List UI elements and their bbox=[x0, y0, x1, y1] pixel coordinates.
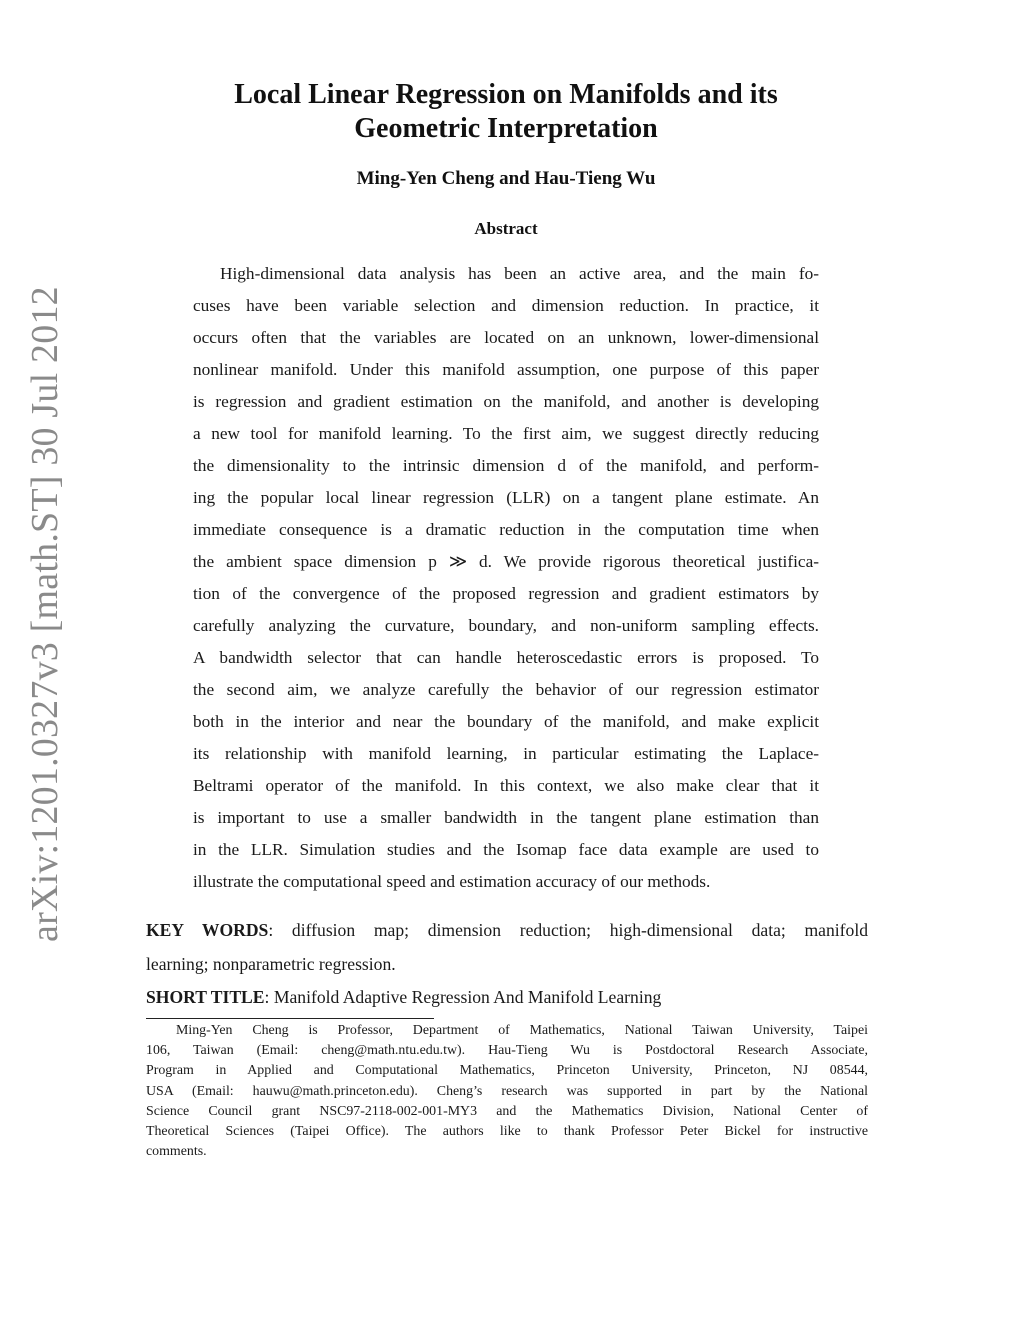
abstract-line: tion of the convergence of the proposed regression and gradient estimators by bbox=[193, 584, 819, 603]
footnote-rule bbox=[146, 1018, 434, 1019]
abstract-body bbox=[193, 258, 819, 898]
abstract-line: in the LLR. Simulation studies and the Isomap face data example are used to bbox=[193, 840, 819, 859]
abstract-line: ing the popular local linear regression (LLR) on a tangent plane estimate. An bbox=[193, 488, 819, 507]
abstract-heading: Abstract bbox=[474, 219, 538, 238]
keywords-text-2: learning; nonparametric regression. bbox=[146, 954, 396, 974]
short-title-text: : Manifold Adaptive Regression And Manifold Learning bbox=[264, 987, 662, 1007]
paper-title bbox=[150, 78, 862, 146]
keywords-line-1 bbox=[146, 913, 868, 947]
short-title-label: SHORT TITLE bbox=[146, 987, 265, 1007]
abstract-line: Beltrami operator of the manifold. In this context, we also make clear that it bbox=[193, 776, 819, 795]
abstract-line: carefully analyzing the curvature, boundary, and non-uniform sampling effects. bbox=[193, 616, 819, 635]
footnote bbox=[146, 1021, 868, 1162]
abstract-line: is regression and gradient estimation on the manifold, and another is developing bbox=[193, 392, 819, 411]
keywords-label: KEY WORDS bbox=[146, 920, 269, 940]
abstract-line: the dimensionality to the intrinsic dimension d of the manifold, and perform- bbox=[193, 456, 819, 475]
abstract-line: both in the interior and near the boundary of the manifold, and make explicit bbox=[193, 712, 819, 731]
footnote-line: Ming-Yen Cheng is Professor, Department of Mathematics, National Taiwan University, Taipei bbox=[176, 1023, 868, 1038]
arxiv-identifier-stamp: arXiv:1201.0327v3 [math.ST] 30 Jul 2012 bbox=[24, 286, 66, 942]
paper-title-line-2: Geometric Interpretation bbox=[354, 113, 658, 144]
abstract-line: the ambient space dimension p ≫ d. We provide rigorous theoretical justifica- bbox=[193, 552, 819, 571]
abstract-line: immediate consequence is a dramatic reduction in the computation time when bbox=[193, 520, 819, 539]
keywords-text-1: : diffusion map; dimension reduction; high-dimensional data; manifold bbox=[268, 920, 868, 940]
abstract-line: occurs often that the variables are located on an unknown, lower-dimensional bbox=[193, 328, 819, 347]
footnote-line: USA (Email: hauwu@math.princeton.edu). Cheng’s research was supported in part by the National bbox=[146, 1083, 868, 1099]
abstract-line: the second aim, we analyze carefully the behavior of our regression estimator bbox=[193, 680, 819, 699]
short-title-block bbox=[146, 984, 868, 1010]
footnote-line: comments. bbox=[146, 1144, 207, 1160]
abstract-line: cuses have been variable selection and dimension reduction. In practice, it bbox=[193, 296, 819, 315]
abstract-line: nonlinear manifold. Under this manifold assumption, one purpose of this paper bbox=[193, 360, 819, 379]
abstract-line: illustrate the computational speed and estimation accuracy of our methods. bbox=[193, 872, 711, 891]
abstract-line: its relationship with manifold learning, in particular estimating the Laplace- bbox=[193, 744, 819, 763]
abstract-line: is important to use a smaller bandwidth in the tangent plane estimation than bbox=[193, 808, 819, 827]
abstract-line: A bandwidth selector that can handle heteroscedastic errors is proposed. To bbox=[193, 648, 819, 667]
author-list: Ming-Yen Cheng and Hau-Tieng Wu bbox=[356, 168, 656, 189]
footnote-line: Science Council grant NSC97-2118-002-001-MY3 and the Mathematics Division, National Center of bbox=[146, 1103, 868, 1119]
abstract-line: a new tool for manifold learning. To the first aim, we suggest directly reducing bbox=[193, 424, 819, 443]
footnote-line: Theoretical Sciences (Taipei Office). The authors like to thank Professor Peter Bickel for instructive bbox=[146, 1123, 868, 1139]
keywords-block bbox=[146, 913, 868, 981]
footnote-line: Program in Applied and Computational Mathematics, Princeton University, Princeton, NJ 08544, bbox=[146, 1063, 868, 1079]
footnote-line: 106, Taiwan (Email: cheng@math.ntu.edu.tw). Hau-Tieng Wu is Postdoctoral Research Associate, bbox=[146, 1043, 868, 1059]
paper-title-line-1: Local Linear Regression on Manifolds and its bbox=[234, 79, 778, 110]
abstract-line: High-dimensional data analysis has been an active area, and the main fo- bbox=[220, 264, 819, 283]
